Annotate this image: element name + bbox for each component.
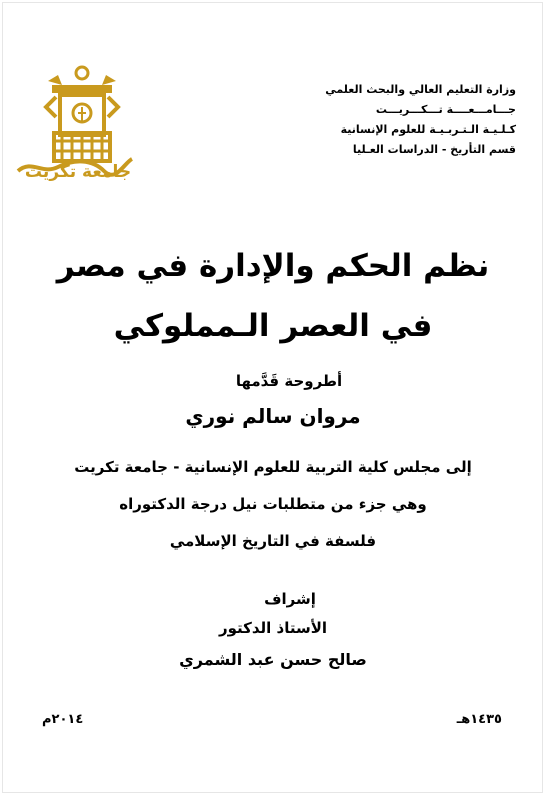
department-name: قسم التأريخ - الدراسات العـليا [352,143,516,156]
university-logo [12,63,137,181]
author-name: مروان سالم نوري [185,404,361,428]
supervision-label: إشراف [264,590,316,608]
university-name: جـــامـــعــــة تـــكـــريـــت [375,103,516,116]
ministry-name: وزارة التعليم العالي والبحث العلمي [325,83,516,96]
supervisor-title: الأستاذ الدكتور [218,619,328,637]
submitted-to: إلى مجلس كلية التربية للعلوم الإنسانية - جامعة تكريت [74,458,472,476]
college-name: كـلـيـة الـتـربـيـة للعلوم الإنسانية [340,123,516,136]
supervisor-name: صالح حسن عبد الشمري [179,650,367,669]
institution-header [286,80,516,160]
degree-field: فلسفة في التاريخ الإسلامي [169,532,377,550]
thesis-title-line1: نظم الحكم والإدارة في مصر [56,248,490,284]
logo-caption: جامعة تكريت [24,162,132,181]
submitted-by-label: أطروحة قَدَّمها [235,372,343,390]
thesis-title-line2: في العصر الـمملوكي [113,308,433,344]
degree-purpose: وهي جزء من متطلبات نيل درجة الدكتوراه [119,495,427,513]
hijri-date: ١٤٣٥هـ [456,712,502,727]
gregorian-date: ٢٠١٤م [42,712,84,727]
